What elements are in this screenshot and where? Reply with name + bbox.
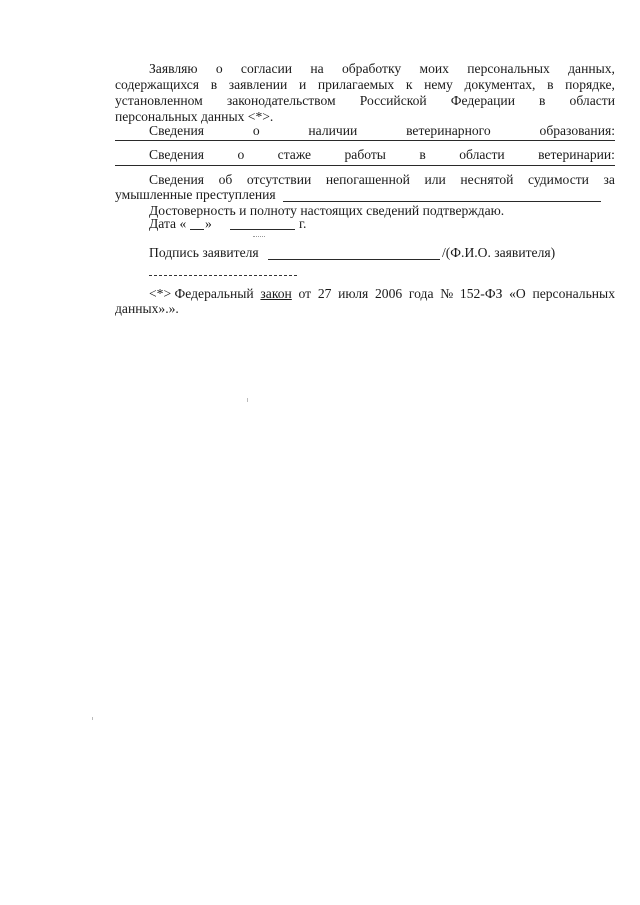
- word: в: [419, 147, 426, 162]
- applicant-name-caption: /(Ф.И.О. заявителя): [442, 245, 556, 260]
- word: нему: [424, 77, 453, 92]
- word: от: [298, 286, 312, 301]
- word: за: [603, 172, 615, 187]
- scan-speck: [247, 398, 248, 402]
- date-prefix: Дата «: [149, 216, 187, 231]
- word: отсутствии: [246, 172, 312, 187]
- consent-line-3: [115, 92, 615, 109]
- word: к: [405, 77, 413, 92]
- word: Российской: [359, 93, 427, 108]
- date-day-field[interactable]: [190, 229, 204, 230]
- word: законодательством: [226, 93, 336, 108]
- word: установленном: [115, 93, 203, 108]
- vet-education-line: [115, 122, 615, 139]
- word: содержащихся: [115, 77, 200, 92]
- date-suffix: »: [205, 216, 212, 231]
- word: непогашенной: [325, 172, 410, 187]
- word: прилагаемых: [317, 77, 395, 92]
- word: заявлении: [228, 77, 288, 92]
- footnote-marker: <*> Федеральный: [149, 286, 254, 301]
- word: о: [215, 61, 223, 76]
- word: судимости: [527, 172, 589, 187]
- criminal-record-line-2: умышленные преступления: [115, 187, 276, 202]
- date-month-field[interactable]: [230, 229, 295, 230]
- word: неснятой: [460, 172, 514, 187]
- confirmation-text: Достоверность и полноту настоящих сведений подтверждаю.: [149, 203, 505, 218]
- word: Федерации: [450, 93, 515, 108]
- vet-education-fill-line[interactable]: [115, 140, 615, 141]
- word: обработку: [341, 61, 402, 76]
- word: ветеринарии:: [538, 147, 615, 162]
- word: работы: [344, 147, 386, 162]
- word: персональных: [532, 286, 615, 301]
- law-link[interactable]: закон: [260, 286, 292, 301]
- word: о: [237, 147, 245, 162]
- signature-field[interactable]: [268, 259, 440, 260]
- scan-mark: [253, 236, 265, 238]
- footnote-separator: [149, 275, 297, 276]
- word: о: [252, 123, 260, 138]
- footnote-line-2: данных».».: [115, 301, 179, 316]
- scan-speck: [92, 717, 93, 720]
- word: Сведения: [149, 172, 205, 187]
- word: в: [210, 77, 218, 92]
- word: в: [547, 77, 554, 92]
- word: 152-ФЗ: [459, 286, 503, 301]
- word: Заявляю: [149, 61, 198, 76]
- word: и: [298, 77, 307, 92]
- consent-line-1: [115, 60, 615, 77]
- word: на: [310, 61, 324, 76]
- word: области: [459, 147, 505, 162]
- word: июля: [338, 286, 369, 301]
- date-year-suffix: г.: [299, 216, 307, 231]
- word: порядке,: [565, 77, 615, 92]
- word: согласии: [240, 61, 293, 76]
- word: персональных: [467, 61, 550, 76]
- word: стаже: [277, 147, 312, 162]
- word: 27: [317, 286, 332, 301]
- word: или: [424, 172, 446, 187]
- vet-experience-line: [115, 146, 615, 163]
- word: данных,: [568, 61, 615, 76]
- word: документах,: [464, 77, 536, 92]
- word: Сведения: [149, 123, 205, 138]
- word: наличии: [308, 123, 358, 138]
- vet-experience-fill-line[interactable]: [115, 165, 615, 166]
- word: года: [408, 286, 434, 301]
- consent-line-2: [115, 76, 615, 93]
- word: моих: [419, 61, 449, 76]
- consent-line-4: персональных данных <*>.: [115, 109, 274, 124]
- word: Сведения: [149, 147, 205, 162]
- word: ветеринарного: [406, 123, 491, 138]
- word: №: [440, 286, 454, 301]
- word: области: [569, 93, 615, 108]
- word: в: [539, 93, 546, 108]
- word: 2006: [374, 286, 403, 301]
- word: образования:: [539, 123, 615, 138]
- signature-label: Подпись заявителя: [149, 245, 259, 260]
- word: «О: [509, 286, 526, 301]
- word: об: [218, 172, 233, 187]
